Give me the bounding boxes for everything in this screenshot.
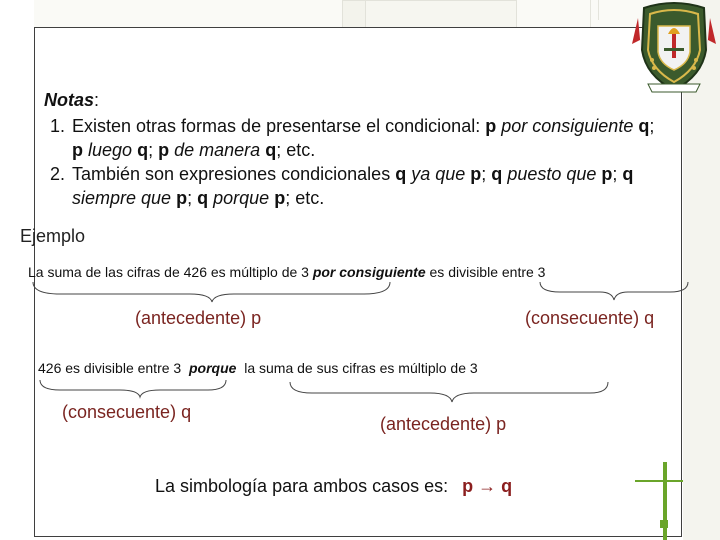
note-connector: de manera	[174, 140, 261, 160]
note-variable: p	[274, 188, 286, 208]
example-1-connector: por consiguiente	[312, 264, 426, 280]
note-connector: ya que	[411, 164, 466, 184]
note-connector: porque	[213, 188, 270, 208]
note-text: ;	[187, 188, 198, 208]
note-variable: q	[265, 140, 277, 160]
note-text: ; etc.	[276, 140, 316, 160]
example-1-antecedent-label: (antecedente) p	[135, 308, 262, 328]
note-variable: q	[491, 164, 503, 184]
note-text: ; etc.	[285, 188, 325, 208]
example-1-antecedent: La suma de las cifras de 426 es múltiplo de 3	[28, 264, 309, 280]
conclusion	[155, 476, 512, 497]
notes-title-colon: :	[94, 90, 100, 110]
example-2-consequent: 426 es divisible entre 3	[38, 360, 182, 376]
example-2-connector: porque	[188, 360, 237, 376]
note-text: ;	[481, 164, 492, 184]
note-text: También son expresiones condicionales	[72, 164, 396, 184]
example-heading: Ejemplo	[20, 226, 86, 246]
brace-example-2-consequent	[40, 380, 226, 397]
note-text: ;	[649, 116, 655, 136]
note-variable: p	[470, 164, 482, 184]
note-variable: q	[638, 116, 650, 136]
note-variable: p	[601, 164, 613, 184]
note-variable: q	[137, 140, 149, 160]
example-1-consequent-label: (consecuente) q	[525, 308, 655, 328]
note-connector: puesto que	[507, 164, 597, 184]
conclusion-text: La simbología para ambos casos es:	[155, 476, 449, 496]
brace-example-2-antecedent	[290, 382, 608, 402]
notes-title: Notas	[44, 90, 95, 110]
note-text: ;	[148, 140, 159, 160]
example-2-consequent-label: (consecuente) q	[62, 402, 192, 422]
brace-example-1-antecedent	[33, 282, 390, 302]
note-variable: p	[72, 140, 83, 160]
note-connector: luego	[88, 140, 133, 160]
brace-example-1-consequent	[540, 282, 688, 300]
note-connector: siempre que	[72, 188, 172, 208]
note-variable: p	[158, 140, 170, 160]
example-2-antecedent: la suma de sus cifras es múltiplo de 3	[244, 360, 478, 376]
note-variable: q	[395, 164, 407, 184]
note-variable: p	[176, 188, 188, 208]
note-variable: q	[622, 164, 634, 184]
note-connector: por consiguiente	[501, 116, 634, 136]
note-text: ;	[612, 164, 623, 184]
example-1-consequent: es divisible entre 3	[429, 264, 546, 280]
example-2-antecedent-label: (antecedente) p	[380, 414, 507, 434]
note-variable: p	[485, 116, 497, 136]
note-variable: q	[197, 188, 209, 208]
note-text: Existen otras formas de presentarse el condicional:	[72, 116, 486, 136]
conclusion-formula: p → q	[462, 476, 513, 496]
